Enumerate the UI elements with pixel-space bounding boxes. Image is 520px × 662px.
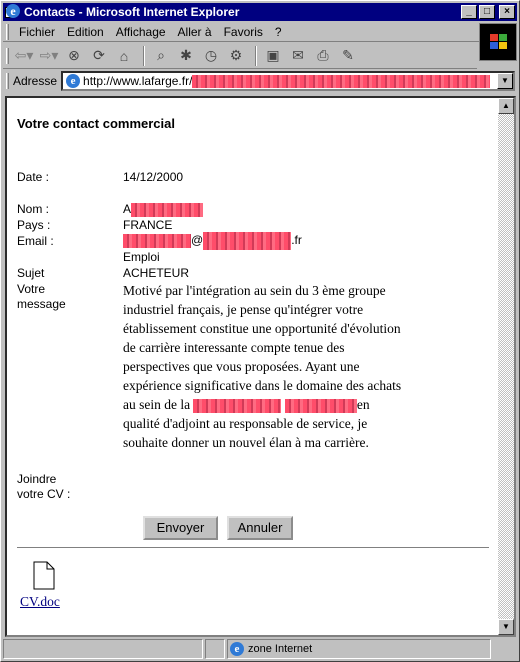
document-icon[interactable] [33, 561, 55, 590]
nom-value [123, 202, 203, 217]
history-icon[interactable]: ◷ [204, 47, 218, 63]
status-bar [3, 639, 517, 659]
message-part-1: Motivé par l'intégration au sein du 3 ème groupe industriel français, je pense qu'intégrer votre établissement constitue une opportunité d'évolution de carrière interessante compte tenue des perspectives que vous proposées. Ayant une expérience significative dans le domaine des achats au sein de la [123, 283, 402, 412]
redacted-company-1 [193, 399, 281, 413]
date-label: Date : [17, 170, 50, 184]
ie-icon: e [5, 4, 21, 20]
scroll-up-icon[interactable]: ▲ [498, 98, 514, 114]
address-input[interactable] [61, 71, 515, 91]
emploi-value: Emploi [123, 250, 160, 264]
status-progress [205, 639, 225, 659]
scroll-down-icon[interactable]: ▼ [498, 619, 514, 635]
channels-icon[interactable]: ⚙ [229, 47, 243, 63]
status-text [3, 639, 203, 659]
message-part-2: en qualité d'adjoint au responsable de service, je souhaite donner un nouvel élan à ma carrière. [123, 397, 370, 450]
standard-toolbar [3, 43, 477, 69]
email-at: @ [191, 233, 204, 248]
status-zone [227, 639, 491, 659]
forward-icon[interactable]: ⇨▾ [39, 47, 59, 63]
toolbar-separator [255, 46, 257, 66]
sujet-value: ACHETEUR [123, 266, 190, 280]
address-url: http://www.lafarge.fr/ [83, 74, 193, 88]
cv-label-line1: Joindre [17, 472, 57, 486]
redacted-url-path [192, 75, 490, 88]
toolbar-separator [143, 46, 145, 66]
cancel-button[interactable]: Annuler [227, 516, 293, 540]
page-content [17, 98, 497, 635]
menu-favoris[interactable]: Favoris [223, 24, 263, 39]
menu-grip [6, 24, 9, 40]
redacted-company-2 [285, 399, 357, 413]
home-icon[interactable]: ⌂ [119, 47, 129, 64]
date-value: 14/12/2000 [123, 170, 184, 184]
mail-icon[interactable]: ✉ [292, 47, 304, 63]
redacted-email-user [123, 234, 191, 248]
page-viewport [5, 96, 516, 637]
address-label: Adresse [13, 74, 58, 88]
redacted-name [131, 203, 203, 217]
redacted-email-domain [203, 232, 291, 250]
address-grip [6, 73, 9, 89]
cv-label-line2: votre CV : [17, 487, 71, 501]
title-bar [3, 3, 517, 21]
nom-label: Nom : [17, 202, 50, 216]
menu-bar [3, 22, 517, 42]
vertical-scrollbar[interactable] [498, 98, 514, 635]
divider [17, 547, 489, 549]
favorites-icon[interactable]: ✱ [180, 47, 192, 63]
zone-label: zone Internet [248, 643, 313, 655]
maximize-button[interactable]: □ [479, 5, 495, 19]
address-bar [3, 70, 517, 92]
send-button[interactable]: Envoyer [143, 516, 218, 540]
edit-icon[interactable]: ✎ [342, 47, 354, 63]
windows-flag-icon [490, 34, 508, 50]
message-label-line2: message [17, 297, 66, 311]
menu-fichier[interactable]: Fichier [19, 24, 56, 39]
minimize-button[interactable]: _ [461, 5, 477, 19]
email-value [123, 232, 302, 250]
window-title: Contacts - Microsoft Internet Explorer [24, 5, 240, 19]
message-label-line1: Votre [17, 282, 46, 296]
sujet-label: Sujet [17, 266, 45, 280]
pays-label: Pays : [17, 218, 51, 232]
email-label: Email : [17, 234, 54, 248]
address-dropdown-icon[interactable]: ▼ [497, 73, 513, 89]
refresh-icon[interactable]: ⟳ [93, 47, 105, 63]
menu-aller-a[interactable]: Aller à [177, 24, 212, 39]
print-icon[interactable]: ⎙ [317, 47, 329, 63]
stop-icon[interactable]: ⊗ [68, 47, 80, 63]
close-button[interactable]: × [499, 5, 515, 19]
search-icon[interactable]: ⌕ [157, 47, 165, 63]
menu-help[interactable]: ? [274, 24, 282, 39]
message-text [123, 281, 408, 452]
toolbar-grip [6, 48, 9, 64]
menu-affichage[interactable]: Affichage [115, 24, 166, 39]
email-tld: .fr [291, 233, 302, 248]
cv-link[interactable]: CV.doc [20, 594, 60, 609]
windows-logo-throbber [479, 23, 517, 61]
menu-edition[interactable]: Edition [67, 24, 104, 39]
pays-value: FRANCE [123, 218, 173, 232]
back-icon[interactable]: ⇦▾ [14, 47, 34, 63]
fullscreen-icon[interactable]: ▣ [266, 47, 280, 63]
page-heading: Votre contact commercial [17, 116, 175, 131]
nom-initial: A [123, 202, 132, 216]
page-icon: e [66, 74, 80, 88]
globe-icon: e [230, 642, 244, 656]
